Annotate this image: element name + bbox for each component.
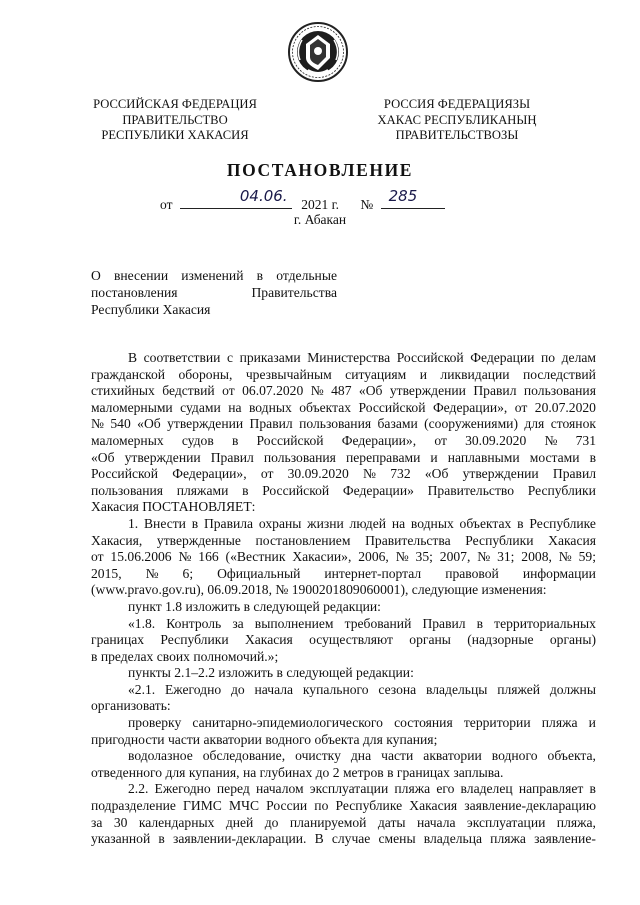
body-line xyxy=(91,798,596,815)
body-word: 1. xyxy=(128,515,139,531)
body-line xyxy=(91,433,596,450)
body-word: должны xyxy=(549,681,596,697)
body-word: по xyxy=(314,798,329,814)
body-word: ситуациям xyxy=(345,366,407,382)
body-word: Республики xyxy=(160,632,229,648)
body-word: наплавными xyxy=(447,449,520,465)
body-word: 30.09.2020 xyxy=(465,432,527,448)
body-line xyxy=(91,748,596,765)
year-label: 2021 г. xyxy=(301,197,339,212)
body-word: бедствий xyxy=(162,383,215,399)
body-word: объектах xyxy=(299,399,352,415)
body-word: осуществляют xyxy=(309,632,393,648)
body-word: от xyxy=(91,549,104,565)
body-word: 731 xyxy=(575,432,596,448)
body-word: № xyxy=(310,383,324,399)
subject-word: постановления xyxy=(91,285,178,300)
body-word: с xyxy=(226,350,234,365)
body-word: 6; xyxy=(182,565,194,581)
body-word: дна xyxy=(350,748,372,764)
body-word: водного xyxy=(491,748,538,764)
body-word: № xyxy=(558,549,572,565)
subject-word: в xyxy=(256,268,264,283)
body-word: 35; xyxy=(415,549,433,565)
body-word: Министерства xyxy=(307,350,391,365)
body-word: в xyxy=(589,449,596,465)
body-word: 2.2. xyxy=(128,781,149,797)
body-line xyxy=(91,350,596,367)
body-word: календарных xyxy=(138,814,215,830)
header-left-line: РЕСПУБЛИКИ ХАКАСИЯ xyxy=(101,128,249,142)
body-line: пункты 2.1–2.2 изложить в следующей редакции: xyxy=(128,665,414,681)
body-word: Правил xyxy=(210,449,254,465)
body-word: интернет-портал xyxy=(324,565,422,581)
body-word: Республике xyxy=(529,515,596,531)
body-word: владельцы xyxy=(425,681,488,697)
body-word: территории xyxy=(463,715,531,731)
subject-line xyxy=(91,267,337,284)
body-line: пункт 1.8 изложить в следующей редакции: xyxy=(128,598,381,614)
body-word: маломерными xyxy=(91,399,173,415)
body-word: информации xyxy=(522,565,596,581)
body-word: 30.09.2020 xyxy=(287,466,349,482)
subject-line xyxy=(91,284,337,301)
body-word: заявление-декларацию xyxy=(464,798,596,814)
body-word: базами xyxy=(377,416,418,432)
body-word: случае xyxy=(331,831,371,847)
body-word: соответствии xyxy=(143,350,221,365)
body-word: за xyxy=(91,814,103,830)
body-line xyxy=(91,383,596,400)
body-word: утверждении xyxy=(462,466,539,482)
subject-block xyxy=(91,267,337,318)
body-word: Правил xyxy=(552,466,596,482)
body-word: 732 xyxy=(390,466,411,482)
body-word: Федерации», xyxy=(172,466,247,482)
body-word: «Об xyxy=(137,416,161,432)
body-word: жизни xyxy=(307,515,344,531)
body-word: Республики xyxy=(527,482,596,498)
body-word: от xyxy=(514,399,528,415)
body-line: в пределах своих полномочий.»; xyxy=(91,648,279,664)
body-word: началом xyxy=(255,781,304,797)
body-word: объекта, xyxy=(547,748,596,764)
body-word: «1.8. xyxy=(128,615,156,631)
body-word: судов xyxy=(181,432,214,448)
body-line: Хакасия ПОСТАНОВЛЯЕТ: xyxy=(91,499,256,515)
body-word: Хакасия, xyxy=(91,532,143,548)
subject-word: отдельные xyxy=(276,268,337,283)
body-word: пляжа xyxy=(541,715,578,731)
body-word: 20.07.2020 xyxy=(534,399,596,415)
body-word: указанной xyxy=(91,831,151,847)
body-word: на xyxy=(228,399,242,415)
body-word: (надзорные xyxy=(467,632,534,648)
body-word: Российской xyxy=(91,466,158,482)
body-word: до xyxy=(230,681,245,697)
body-word: его xyxy=(436,781,455,797)
body-word: обследование, xyxy=(202,748,286,764)
body-word: мостами xyxy=(529,449,580,465)
body-word: Правил xyxy=(249,416,293,432)
body-word: планируемой xyxy=(289,814,367,830)
body-line: (www.pravo.gov.ru), 06.09.2018, № 1900201809060001), следующие изменения: xyxy=(91,582,547,598)
body-word: № xyxy=(178,549,192,565)
body-word: 487 xyxy=(331,383,352,399)
body-word: пляжами xyxy=(176,482,229,498)
body-line xyxy=(91,632,596,649)
body-word: эксплуатации xyxy=(309,781,389,797)
body-word: пляжа, xyxy=(556,814,596,830)
body-word: стихийных xyxy=(91,383,155,399)
body-word: начала xyxy=(416,814,456,830)
handwritten-date: 04.06. xyxy=(239,187,288,205)
body-word: «Об xyxy=(358,383,383,399)
body-line: организовать: xyxy=(91,698,171,714)
body-word: Ежегодно xyxy=(154,781,211,797)
body-word: 59; xyxy=(578,549,596,565)
body-word: в xyxy=(589,781,596,797)
body-line xyxy=(91,367,596,384)
header-left-line: ПРАВИТЕЛЬСТВО xyxy=(122,112,228,127)
body-word: пляжа xyxy=(394,781,431,797)
body-word: органы) xyxy=(549,632,596,648)
body-word: последствий xyxy=(522,366,596,382)
header-right-line: ХАКАС РЕСПУБЛИКАНЫҢ xyxy=(377,112,537,127)
body-line xyxy=(91,682,596,699)
body-word: и xyxy=(430,449,438,465)
body-word: акватории xyxy=(423,748,482,764)
body-word: Федерации xyxy=(470,350,535,365)
subject-word: изменений xyxy=(181,268,244,283)
body-line: отведенного для купания, на глубинах до 2 метров в границах заплыва. xyxy=(91,764,504,780)
body-word: ликвидации xyxy=(440,366,510,382)
body-word: Официальный xyxy=(217,565,301,581)
body-line xyxy=(91,781,596,798)
body-word: 30 xyxy=(113,814,128,830)
body-word: требований xyxy=(344,615,412,631)
body-word: Федерации» xyxy=(342,482,414,498)
body-word: «Об xyxy=(91,449,115,465)
body-word: части xyxy=(381,748,414,764)
body-line xyxy=(91,400,596,417)
body-word: 540 xyxy=(110,416,131,432)
body-word: пляжей xyxy=(497,681,541,697)
body-word: заявлении-декларации. xyxy=(172,831,307,847)
subject-word: Правительства xyxy=(251,285,337,300)
body-word: В xyxy=(314,831,324,847)
body-word: в xyxy=(231,432,239,448)
body-word: № xyxy=(477,549,491,565)
body-line xyxy=(91,715,596,732)
body-word: в xyxy=(158,831,165,847)
body-line xyxy=(91,483,596,500)
body-word: очистку xyxy=(295,748,341,764)
body-word: объектах xyxy=(459,515,512,531)
body-word: границах xyxy=(91,632,145,648)
body-word: № xyxy=(91,416,104,432)
body-word: Российской xyxy=(396,350,464,365)
body-word: маломерных xyxy=(91,432,164,448)
date-number-line xyxy=(160,187,445,213)
body-line xyxy=(91,616,596,633)
body-word: В xyxy=(128,350,138,365)
body-word: смены xyxy=(378,831,416,847)
body-word: пользования xyxy=(263,449,336,465)
body-word: утверждении xyxy=(124,449,201,465)
body-word: «2.1. xyxy=(128,681,156,697)
body-word: для xyxy=(524,416,545,432)
body-word: перед xyxy=(216,781,250,797)
body-word: территориальных xyxy=(494,615,596,631)
body-word: пользования xyxy=(91,482,164,498)
body-line xyxy=(91,815,596,832)
body-word: Внести xyxy=(143,515,186,531)
body-word: и xyxy=(588,715,596,731)
body-word: пользования xyxy=(299,416,372,432)
body-word: стоянок xyxy=(550,416,596,432)
body-word: от xyxy=(434,432,447,448)
body-word: обороны, xyxy=(178,366,233,382)
header-left-line: РОССИЙСКАЯ ФЕДЕРАЦИЯ xyxy=(93,97,257,111)
body-word: 2006, xyxy=(358,549,389,565)
body-word: сезона xyxy=(378,681,417,697)
body-word: по xyxy=(541,350,556,365)
header-right-khakas xyxy=(352,97,562,144)
header-right-line: РОССИЯ ФЕДЕРАЦИЯЗЫ xyxy=(383,97,531,111)
body-word: постановлением xyxy=(255,532,351,548)
body-word: Хакасии», xyxy=(292,549,352,565)
body-word: России xyxy=(266,798,308,814)
header-left-russian xyxy=(75,97,275,144)
body-word: утвержденные xyxy=(156,532,241,548)
body-word: Российской xyxy=(262,482,330,498)
body-word: на xyxy=(391,515,406,531)
body-word: № xyxy=(544,432,558,448)
body-line xyxy=(91,416,596,433)
subject-line: Республики Хакасия xyxy=(91,302,211,317)
body-line xyxy=(91,549,596,566)
body-word: водолазное xyxy=(128,748,193,764)
header-right-line: ПРАВИТЕЛЬСТВОЗЫ xyxy=(395,128,519,142)
body-word: 166 xyxy=(198,549,219,565)
body-word: 2008, xyxy=(521,549,552,565)
body-word: утверждении xyxy=(167,416,244,432)
body-word: людей xyxy=(349,515,387,531)
body-word: органы xyxy=(409,632,451,648)
body-word: Правил xyxy=(473,383,517,399)
body-word: Правительство xyxy=(427,482,515,498)
body-word: владельца xyxy=(423,831,483,847)
handwritten-number: 285 xyxy=(388,187,418,205)
body-word: начала xyxy=(254,681,294,697)
body-word: МЧС xyxy=(229,798,260,814)
body-word: Республике xyxy=(335,798,403,814)
body-word: судами xyxy=(180,399,221,415)
body-word: приказами xyxy=(239,350,301,365)
body-word: Ежегодно xyxy=(164,681,222,697)
body-word: заявление- xyxy=(534,831,596,847)
body-line xyxy=(91,566,596,583)
body-word: состояния xyxy=(394,715,453,731)
body-word: дней xyxy=(225,814,254,830)
body-word: за xyxy=(232,615,244,631)
body-word: водных xyxy=(410,515,454,531)
body-word: в xyxy=(242,482,249,498)
body-word: чрезвычайным xyxy=(245,366,332,382)
body-word: Правил xyxy=(422,615,466,631)
body-word: утверждении xyxy=(389,383,466,399)
body-word: Правила xyxy=(203,515,254,531)
body-word: от xyxy=(260,466,274,482)
body-word: проверку xyxy=(128,715,182,731)
body-word: Российской xyxy=(256,432,324,448)
subject-word: внесении xyxy=(113,268,169,283)
body-word: № xyxy=(395,549,409,565)
body-word: Хакасия xyxy=(244,632,293,648)
body-word: Федерации», xyxy=(341,432,417,448)
body-line xyxy=(91,450,596,467)
body-line xyxy=(91,533,596,550)
body-word: в xyxy=(476,615,484,631)
body-word: владелец xyxy=(460,781,513,797)
body-word: 31; xyxy=(497,549,515,565)
body-word: направляет xyxy=(518,781,584,797)
body-word: до xyxy=(264,814,279,830)
body-word: и xyxy=(419,366,427,382)
body-word: № xyxy=(145,565,159,581)
body-line: пригодности части акватории водного объекта для купания; xyxy=(91,731,438,747)
body-word: охраны xyxy=(258,515,302,531)
body-word: от xyxy=(222,383,235,399)
body-word: 2007, xyxy=(439,549,471,565)
subject-word: О xyxy=(91,268,101,283)
body-word: подразделение xyxy=(91,798,176,814)
body-word: (сооружениями) xyxy=(424,416,518,432)
body-word: Республики xyxy=(465,532,534,548)
number-blank xyxy=(381,187,445,209)
body-word: санитарно-эпидемиологического xyxy=(192,715,383,731)
body-word: пользования xyxy=(523,383,596,399)
body-word: выполнением xyxy=(254,615,334,631)
body-word: эксплуатации xyxy=(466,814,546,830)
body-word: «Об xyxy=(424,466,449,482)
body-line xyxy=(91,466,596,483)
body-word: делам xyxy=(561,350,596,365)
body-word: Российской xyxy=(358,399,426,415)
body-word: № xyxy=(363,466,376,482)
body-word: 2015, xyxy=(91,565,122,581)
city-label: г. Абакан xyxy=(293,212,347,227)
body-word: гражданской xyxy=(91,366,166,382)
body-word: даты xyxy=(377,814,406,830)
body-word: («Вестник xyxy=(225,549,286,565)
body-word: переправами xyxy=(345,449,421,465)
body-word: Контроль xyxy=(166,615,222,631)
date-prefix: от xyxy=(160,197,173,212)
body-word: 15.06.2006 xyxy=(110,549,172,565)
date-blank xyxy=(180,187,292,209)
body-word: в xyxy=(191,515,199,531)
body-word: Хакасия xyxy=(548,532,596,548)
body-line xyxy=(91,831,596,848)
body-word: Правительства xyxy=(365,532,451,548)
body-word: водных xyxy=(248,399,292,415)
body-line xyxy=(91,516,596,533)
body-word: Федерации», xyxy=(432,399,508,415)
body-word: в xyxy=(517,515,524,531)
resolution-body-text xyxy=(91,350,596,848)
body-word: купального xyxy=(302,681,369,697)
body-word: правовой xyxy=(445,565,499,581)
body-word: 06.07.2020 xyxy=(242,383,304,399)
body-word: Хакасия xyxy=(409,798,458,814)
coat-of-arms-emblem xyxy=(286,20,350,84)
number-sign: № xyxy=(360,197,374,212)
document-title: ПОСТАНОВЛЕНИЕ xyxy=(226,160,414,180)
body-word: пляжа xyxy=(490,831,526,847)
body-word: ГИМС xyxy=(183,798,222,814)
